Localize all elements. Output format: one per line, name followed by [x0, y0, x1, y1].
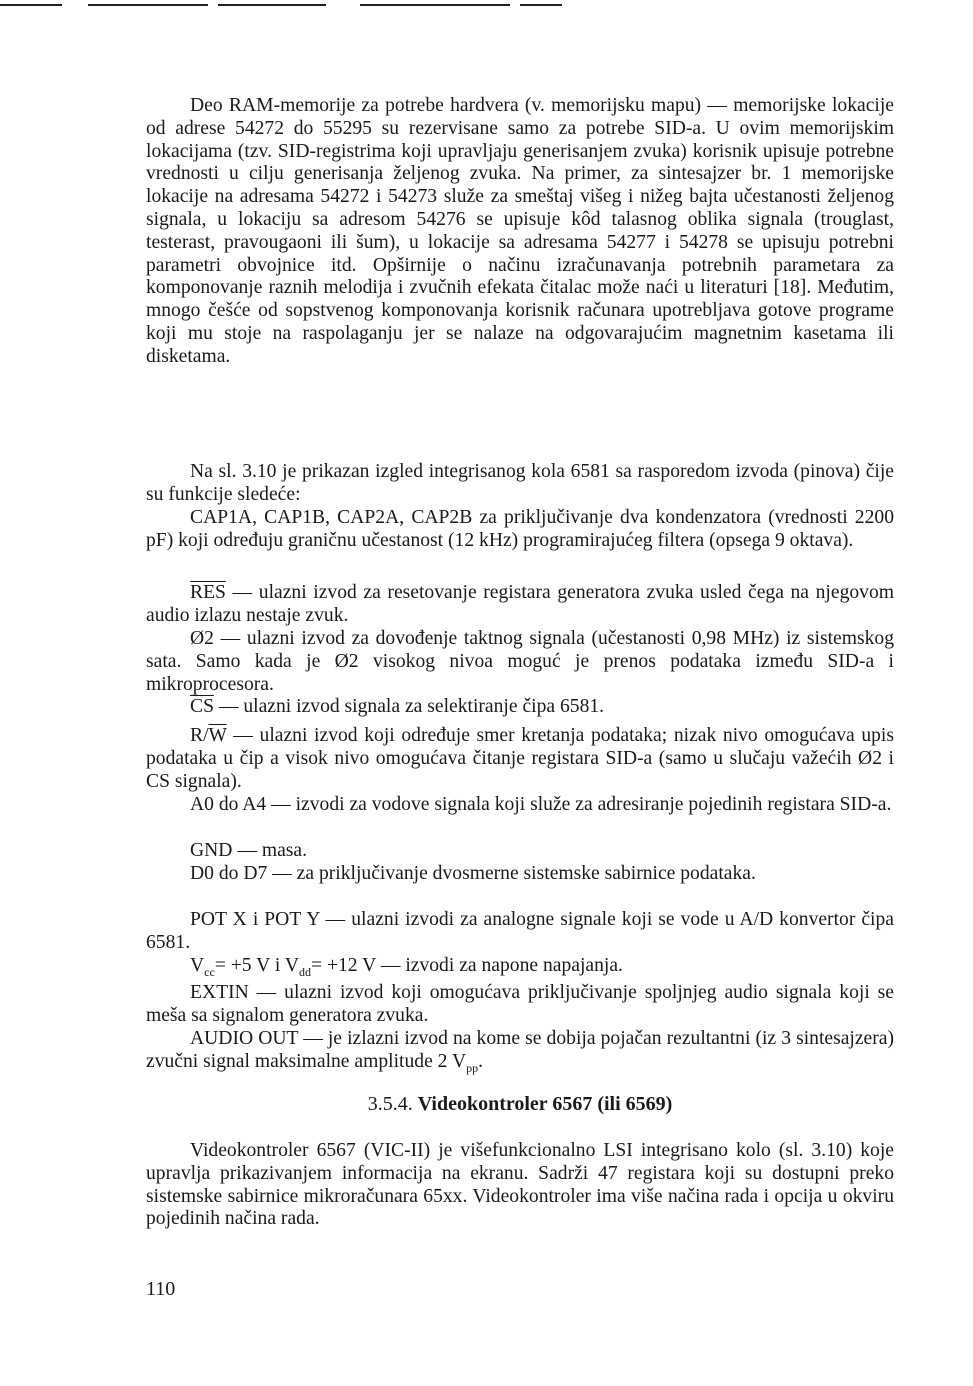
cs-label: $\overline{CS}$ — [190, 696, 214, 717]
pin-vcc-vdd — [146, 955, 894, 984]
page-number: 110 — [146, 1278, 176, 1300]
pin-d0-d7: D0 do D7 — za priključivanje dvosmerne sistemske sabirnice podataka. — [190, 863, 756, 884]
vcc-value: = +5 V i V — [214, 955, 299, 976]
audio-out-end: . — [478, 1050, 484, 1072]
top-border-line — [88, 4, 208, 6]
pin-gnd: GND — masa. — [190, 840, 307, 861]
vdd-subscript: dd — [299, 964, 311, 979]
top-border-line — [520, 4, 562, 6]
top-border-line — [0, 4, 62, 6]
pin-a0-a4: A0 do A4 — izvodi za vodove signala koji služe za adresiranje pojedinih registara SID-a. — [190, 794, 892, 815]
vdd-value: = +12 V — izvodi za napone napajanja. — [311, 955, 623, 976]
res-label: $\overline{RES}$ — [190, 582, 226, 603]
body-paragraph-ram: Deo RAM-memorije za potrebe hardvera (v. memorijsku mapu) — memorijske lokacije od adrese 54272 do 55295 su rezervisane samo za potrebe SID-a. U ovim memorijskim lokacijama (tzv. SID-registrima koji upravljaju generisanjem zvuka) korisnik upisuje potrebne vrednosti u cilju generisanja željenog zvuka. Na primer, za sintesajzer br. 1 memorijske lokacije na adresama 54272 i 54273 služe za smeštaj višeg i nižeg bajta učestanosti željenog signala, u lokaciju sa adresom 54276 se upisuje kôd talasnog oblika signala (trouglast, testerast, pravougaoni ili šum), u lokacije sa adresama 54277 i 54278 se upisuju potrebni parametri obvojnice itd. Opširnije o načinu izračunavanja potrebnih parametara za komponovanje raznih melodija i zvučnih efekata čitalac može naći u literaturi [18]. Međutim, mnogo češće od sopstvenog komponovanja korisnik računara upotrebljava gotove programe koji mu stoje na raspolaganju jer se nalaze na odgovarajućim magnetnim kasetama ili disketama. — [146, 95, 894, 367]
section-title: Videokontroler 6567 (ili 6569) — [417, 1093, 673, 1115]
body-paragraph-intro: Na sl. 3.10 je prikazan izgled integrisanog kola 6581 sa rasporedom izvoda (pinova) čije su funkcije sledeće: — [146, 461, 894, 505]
cs-desc: — ulazni izvod signala za selektiranje čipa 6581. — [213, 696, 605, 717]
pin-cs — [146, 696, 894, 719]
top-border-line — [218, 4, 326, 6]
pin-cap: CAP1A, CAP1B, CAP2A, CAP2B za priključivanje dva kondenzatora (vrednosti 2200 pF) koji određuju graničnu učestanost (12 kHz) programirajućeg filtera (opsega 9 oktava). — [146, 507, 894, 551]
vcc-label: V — [190, 955, 205, 976]
rw-label-w: $\overline{W}$ — [208, 725, 227, 746]
section-heading — [146, 1093, 894, 1116]
vcc-subscript: cc — [204, 964, 215, 979]
res-desc: — ulazni izvod za resetovanje registara generatora zvuka usled čega na njegovom audio izlazu nestaje zvuk. — [146, 582, 894, 626]
audio-out-subscript: pp — [466, 1060, 479, 1075]
pin-res — [146, 582, 894, 628]
pin-audio-out — [146, 1028, 894, 1080]
top-border-line — [360, 4, 510, 6]
pin-rw — [146, 725, 894, 793]
pin-phi2: Ø2 — ulazni izvod za dovođenje taktnog signala (učestanosti 0,98 MHz) iz sistemskog sata. Samo kada je Ø2 visokog nivoa moguć je prenos podataka između SID-a i mikroprocesora. — [146, 628, 894, 695]
rw-desc: — ulazni izvod koji određuje smer kretanja podataka; nizak nivo omogućava upis podataka u čip a visok nivo omogućava čitanje registara SID-a (samo u slučaju važećih Ø2 i CS signala). — [146, 725, 894, 792]
pin-pot: POT X i POT Y — ulazni izvodi za analogne signale koji se vode u A/D konvertor čipa 6581. — [146, 909, 894, 953]
section-number: 3.5.4. — [367, 1093, 413, 1115]
section-paragraph: Videokontroler 6567 (VIC-II) je višefunkcionalno LSI integrisano kolo (sl. 3.10) koje upravlja prikazivanjem informacija na ekranu. Sadrži 47 registara koji su dostupni preko sistemske sabirnice mikroračunara 65xx. Videokontroler ima više načina rada i opcija u okviru pojedinih načina rada. — [146, 1140, 894, 1230]
rw-label-r: R/ — [190, 725, 209, 746]
pin-extin: EXTIN — ulazni izvod koji omogućava priključivanje spoljnjeg audio signala koji se meša sa signalom generatora zvuka. — [146, 982, 894, 1026]
audio-out-text: AUDIO OUT — je izlazni izvod na kome se dobija pojačan rezultantni (iz 3 sintesajzera) zvučni signal maksimalne amplitude 2 V — [146, 1028, 894, 1072]
